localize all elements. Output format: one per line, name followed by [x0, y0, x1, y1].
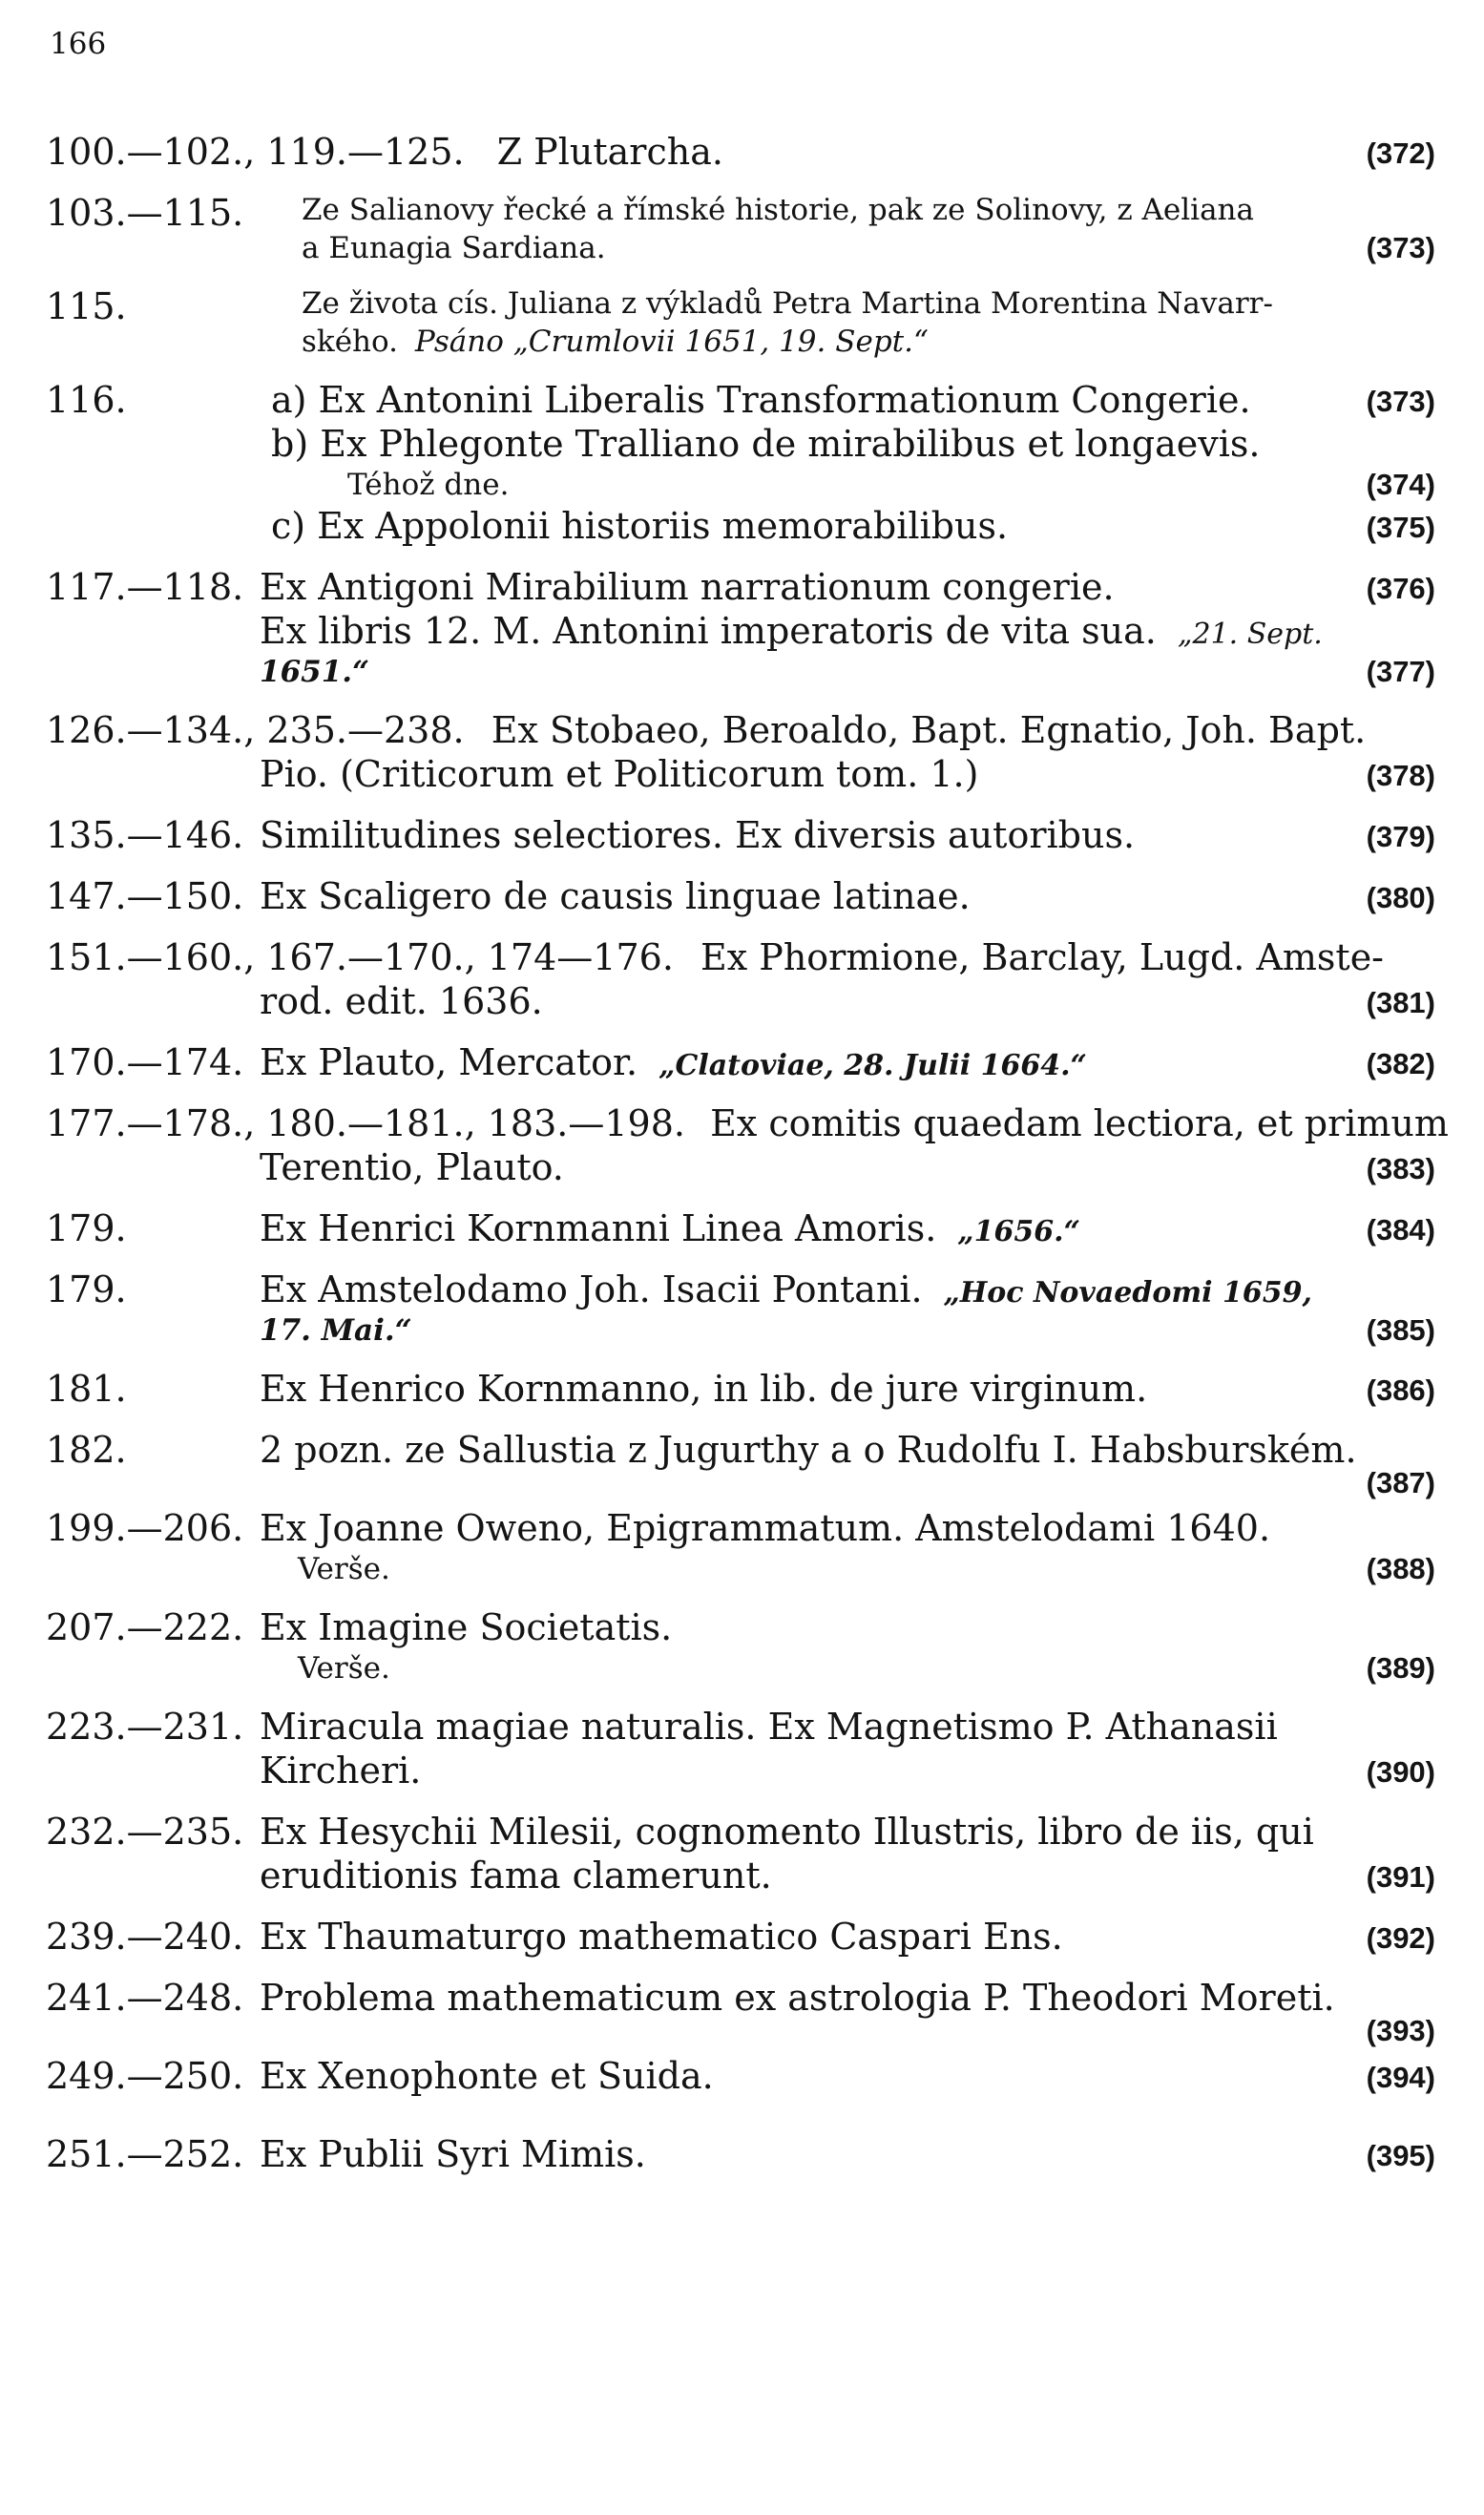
entry-date: 17. Mai.“ [260, 1313, 412, 1348]
entry-number: 135.—146. [46, 814, 244, 856]
entry-list [46, 130, 1449, 2176]
list-item [46, 1206, 1439, 1250]
list-item [46, 1428, 1439, 1506]
page-number: 166 [50, 27, 107, 61]
entry-text: Ze života cís. Juliana z výkladů Petra Martina Morentina Navarr- [302, 286, 1273, 321]
list-item [46, 1810, 1439, 1897]
entry-text: Ex Scaligero de causis linguae latinae. [260, 875, 971, 917]
entry-number: 116. [46, 379, 127, 421]
entry-number: 103.—115. [46, 192, 244, 234]
entry-note: Verše. [298, 1552, 390, 1586]
list-item [46, 1976, 1439, 2054]
entry-date: Psáno „Crumlovii 1651, 19. Sept.“ [414, 325, 929, 359]
entry-number: 170.—174. [46, 1041, 244, 1083]
list-item [46, 378, 1439, 548]
list-item [46, 1605, 1439, 1687]
reference-number: (388) [1366, 1552, 1435, 1585]
entry-number: 182. [46, 1429, 127, 1471]
list-item [46, 1506, 1439, 1588]
entry-text: Z Plutarcha. [496, 131, 723, 173]
reference-number: (385) [1366, 1313, 1435, 1347]
list-item [46, 1268, 1439, 1350]
entry-note: Verše. [298, 1651, 390, 1686]
reference-number: (373) [1366, 231, 1435, 264]
reference-number: (395) [1366, 2139, 1435, 2172]
entry-text: Pio. (Criticorum et Politicorum tom. 1.) [260, 753, 979, 795]
reference-number: (394) [1366, 2061, 1435, 2094]
list-item [46, 284, 1439, 361]
list-item [46, 2132, 1439, 2176]
reference-number: (386) [1366, 1373, 1435, 1407]
reference-number: (384) [1366, 1213, 1435, 1247]
entry-text: ského. [302, 325, 398, 359]
entry-number: 179. [46, 1268, 127, 1310]
entry-number: 199.—206. [46, 1507, 244, 1549]
entry-number: 151.—160., 167.—170., 174—176. [46, 936, 674, 978]
entry-date: „21. Sept. [1177, 618, 1323, 651]
entry-text: Terentio, Plauto. [260, 1146, 564, 1188]
entry-date: „Hoc Novaedomi 1659, [943, 1276, 1312, 1310]
list-item [46, 708, 1439, 796]
entry-number: 207.—222. [46, 1606, 244, 1648]
entry-number: 249.—250. [46, 2055, 244, 2097]
entry-number: 100.—102., 119.—125. [46, 131, 465, 173]
entry-text: Ex Phormione, Barclay, Lugd. Amste- [700, 936, 1385, 978]
entry-number: 115. [46, 285, 127, 327]
reference-number: (379) [1366, 820, 1435, 853]
entry-text: Ex Antigoni Mirabilium narrationum congerie. [260, 566, 1115, 608]
reference-number: (374) [1366, 468, 1435, 501]
reference-number: (382) [1366, 1047, 1435, 1080]
entry-text: Ex libris 12. M. Antonini imperatoris de vita sua. [260, 610, 1157, 652]
entry-text: Ex Hesychii Milesii, cognomento Illustris, libro de iis, qui [260, 1811, 1314, 1853]
entry-number: 232.—235. [46, 1811, 244, 1853]
list-item [46, 130, 1439, 174]
entry-text: b) Ex Phlegonte Tralliano de mirabilibus et longaevis. [271, 423, 1261, 465]
list-item [46, 565, 1439, 691]
entry-text: Ex Thaumaturgo mathematico Caspari Ens. [260, 1916, 1063, 1958]
list-item [46, 813, 1439, 857]
entry-number: 177.—178., 180.—181., 183.—198. [46, 1102, 685, 1144]
entry-date: 1651.“ [260, 655, 369, 689]
list-item [46, 935, 1439, 1023]
entry-number: 147.—150. [46, 875, 244, 917]
reference-number: (391) [1366, 1860, 1435, 1894]
entry-text: Ex Joanne Oweno, Epigrammatum. Amstelodami 1640. [260, 1507, 1271, 1549]
entry-note: Téhož dne. [347, 468, 510, 502]
entry-text: Ex Publii Syri Mimis. [260, 2133, 646, 2175]
reference-number: (389) [1366, 1651, 1435, 1685]
entry-text: rod. edit. 1636. [260, 980, 543, 1022]
entry-text: Ex Amstelodamo Joh. Isacii Pontani. [260, 1268, 923, 1310]
list-item [46, 2054, 1439, 2098]
entry-text: Ze Salianovy řecké a římské historie, pak ze Solinovy, z Aeliana [302, 193, 1254, 227]
reference-number: (380) [1366, 881, 1435, 914]
entry-text: Kircheri. [260, 1750, 422, 1792]
entry-text: c) Ex Appolonii historiis memorabilibus. [271, 505, 1009, 547]
reference-number: (393) [1366, 2014, 1435, 2047]
entry-number: 239.—240. [46, 1916, 244, 1958]
entry-number: 251.—252. [46, 2133, 244, 2175]
entry-number: 223.—231. [46, 1706, 244, 1748]
reference-number: (390) [1366, 1755, 1435, 1789]
reference-number: (375) [1366, 511, 1435, 544]
reference-number: (383) [1366, 1152, 1435, 1185]
entry-text: eruditionis fama clamerunt. [260, 1855, 772, 1897]
reference-number: (381) [1366, 986, 1435, 1019]
list-item [46, 191, 1439, 267]
reference-number: (378) [1366, 759, 1435, 792]
entry-number: 241.—248. [46, 1977, 244, 2019]
list-item [46, 1915, 1439, 1959]
entry-text: Problema mathematicum ex astrologia P. Theodori Moreti. [260, 1977, 1335, 2019]
reference-number: (377) [1366, 655, 1435, 688]
entry-date: „1656.“ [957, 1215, 1080, 1248]
entry-text: Ex Henrici Kornmanni Linea Amoris. [260, 1207, 937, 1249]
entry-number: 181. [46, 1368, 127, 1410]
list-item [46, 1367, 1439, 1411]
entry-text: a) Ex Antonini Liberalis Transformationum Congerie. [271, 379, 1251, 421]
entry-text: 2 pozn. ze Sallustia z Jugurthy a o Rudolfu I. Habsburském. [260, 1429, 1357, 1471]
entry-number: 179. [46, 1207, 127, 1249]
entry-date: „Clatoviae, 28. Julii 1664.“ [658, 1049, 1087, 1082]
list-item [46, 874, 1439, 918]
entry-number: 117.—118. [46, 566, 244, 608]
reference-number: (392) [1366, 1921, 1435, 1955]
entry-text: Ex comitis quaedam lectiora, et primum [710, 1102, 1449, 1144]
entry-text: Ex Xenophonte et Suida. [260, 2055, 714, 2097]
entry-text: Ex Henrico Kornmanno, in lib. de jure virginum. [260, 1368, 1148, 1410]
entry-text: Similitudines selectiores. Ex diversis autoribus. [260, 814, 1136, 856]
entry-number: 126.—134., 235.—238. [46, 709, 465, 751]
list-item [46, 1705, 1439, 1792]
entry-text: Ex Stobaeo, Beroaldo, Bapt. Egnatio, Joh. Bapt. [491, 709, 1367, 751]
reference-number: (373) [1366, 385, 1435, 418]
entry-text: a Eunagia Sardiana. [302, 231, 606, 265]
entry-text: Ex Imagine Societatis. [260, 1606, 673, 1648]
list-item [46, 1040, 1439, 1084]
reference-number: (387) [1366, 1466, 1435, 1499]
reference-number: (372) [1366, 136, 1435, 170]
entry-text: Miracula magiae naturalis. Ex Magnetismo P. Athanasii [260, 1706, 1278, 1748]
entry-text: Ex Plauto, Mercator. [260, 1041, 638, 1083]
reference-number: (376) [1366, 572, 1435, 605]
list-item [46, 1101, 1449, 1189]
